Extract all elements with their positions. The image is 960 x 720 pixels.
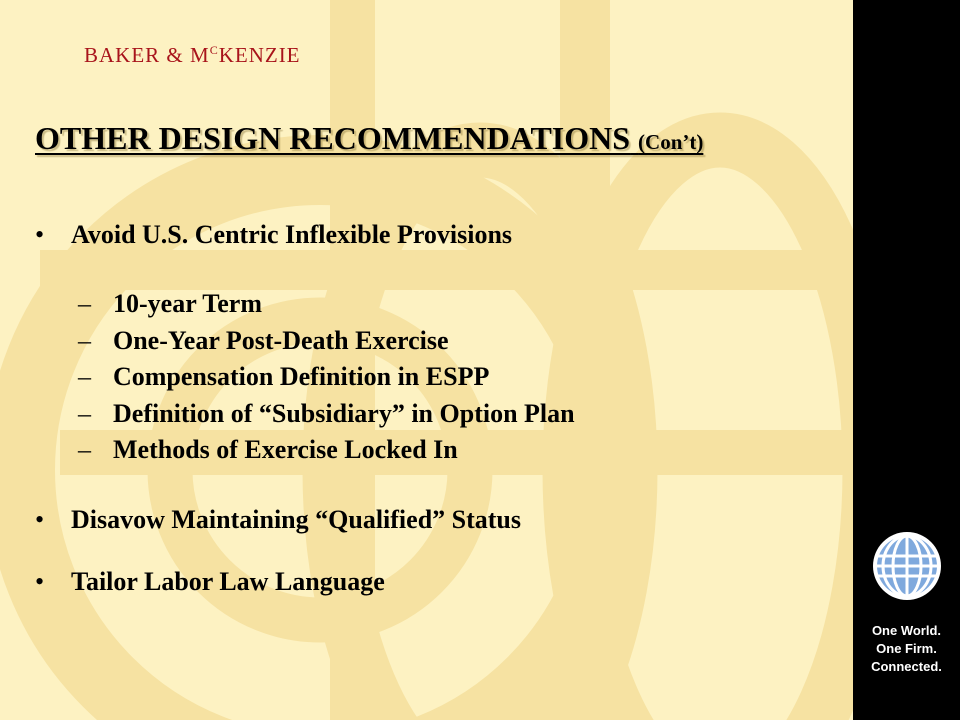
bullet-item <box>35 567 385 597</box>
tagline-line: One World. <box>871 623 942 638</box>
slide-title-main: OTHER DESIGN RECOMMENDATIONS <box>35 120 631 156</box>
slide-title-suffix: (Con’t) <box>638 130 704 154</box>
sub-bullet-item: – Definition of “Subsidiary” in Option Plan <box>78 398 575 428</box>
sidebar-panel <box>853 0 960 720</box>
sub-bullet-list <box>78 286 575 469</box>
bullet-marker: • <box>35 220 45 249</box>
slide-title <box>35 120 703 157</box>
bullet-text: Disavow Maintaining “Qualified” Status <box>71 505 522 534</box>
bullet-item <box>35 220 512 250</box>
tagline <box>853 622 960 676</box>
bullet-marker: • <box>35 567 45 596</box>
bullet-text: Tailor Labor Law Language <box>71 567 385 596</box>
bullet-item <box>35 505 521 535</box>
bullet-text: Avoid U.S. Centric Inflexible Provisions <box>71 220 513 249</box>
tagline-line: One Firm. <box>876 641 937 656</box>
sub-bullet-item: – Compensation Definition in ESPP <box>78 362 490 391</box>
bullet-marker: • <box>35 505 45 534</box>
tagline-line: Connected. <box>871 659 942 674</box>
sub-bullet-item: – 10-year Term <box>78 289 262 318</box>
company-logo: BAKER & $M^CKENZIE$ <box>84 43 301 67</box>
globe-icon <box>872 531 942 601</box>
sub-bullet-item: – Methods of Exercise Locked In <box>78 435 458 464</box>
sub-bullet-item: – One-Year Post-Death Exercise <box>78 325 449 355</box>
